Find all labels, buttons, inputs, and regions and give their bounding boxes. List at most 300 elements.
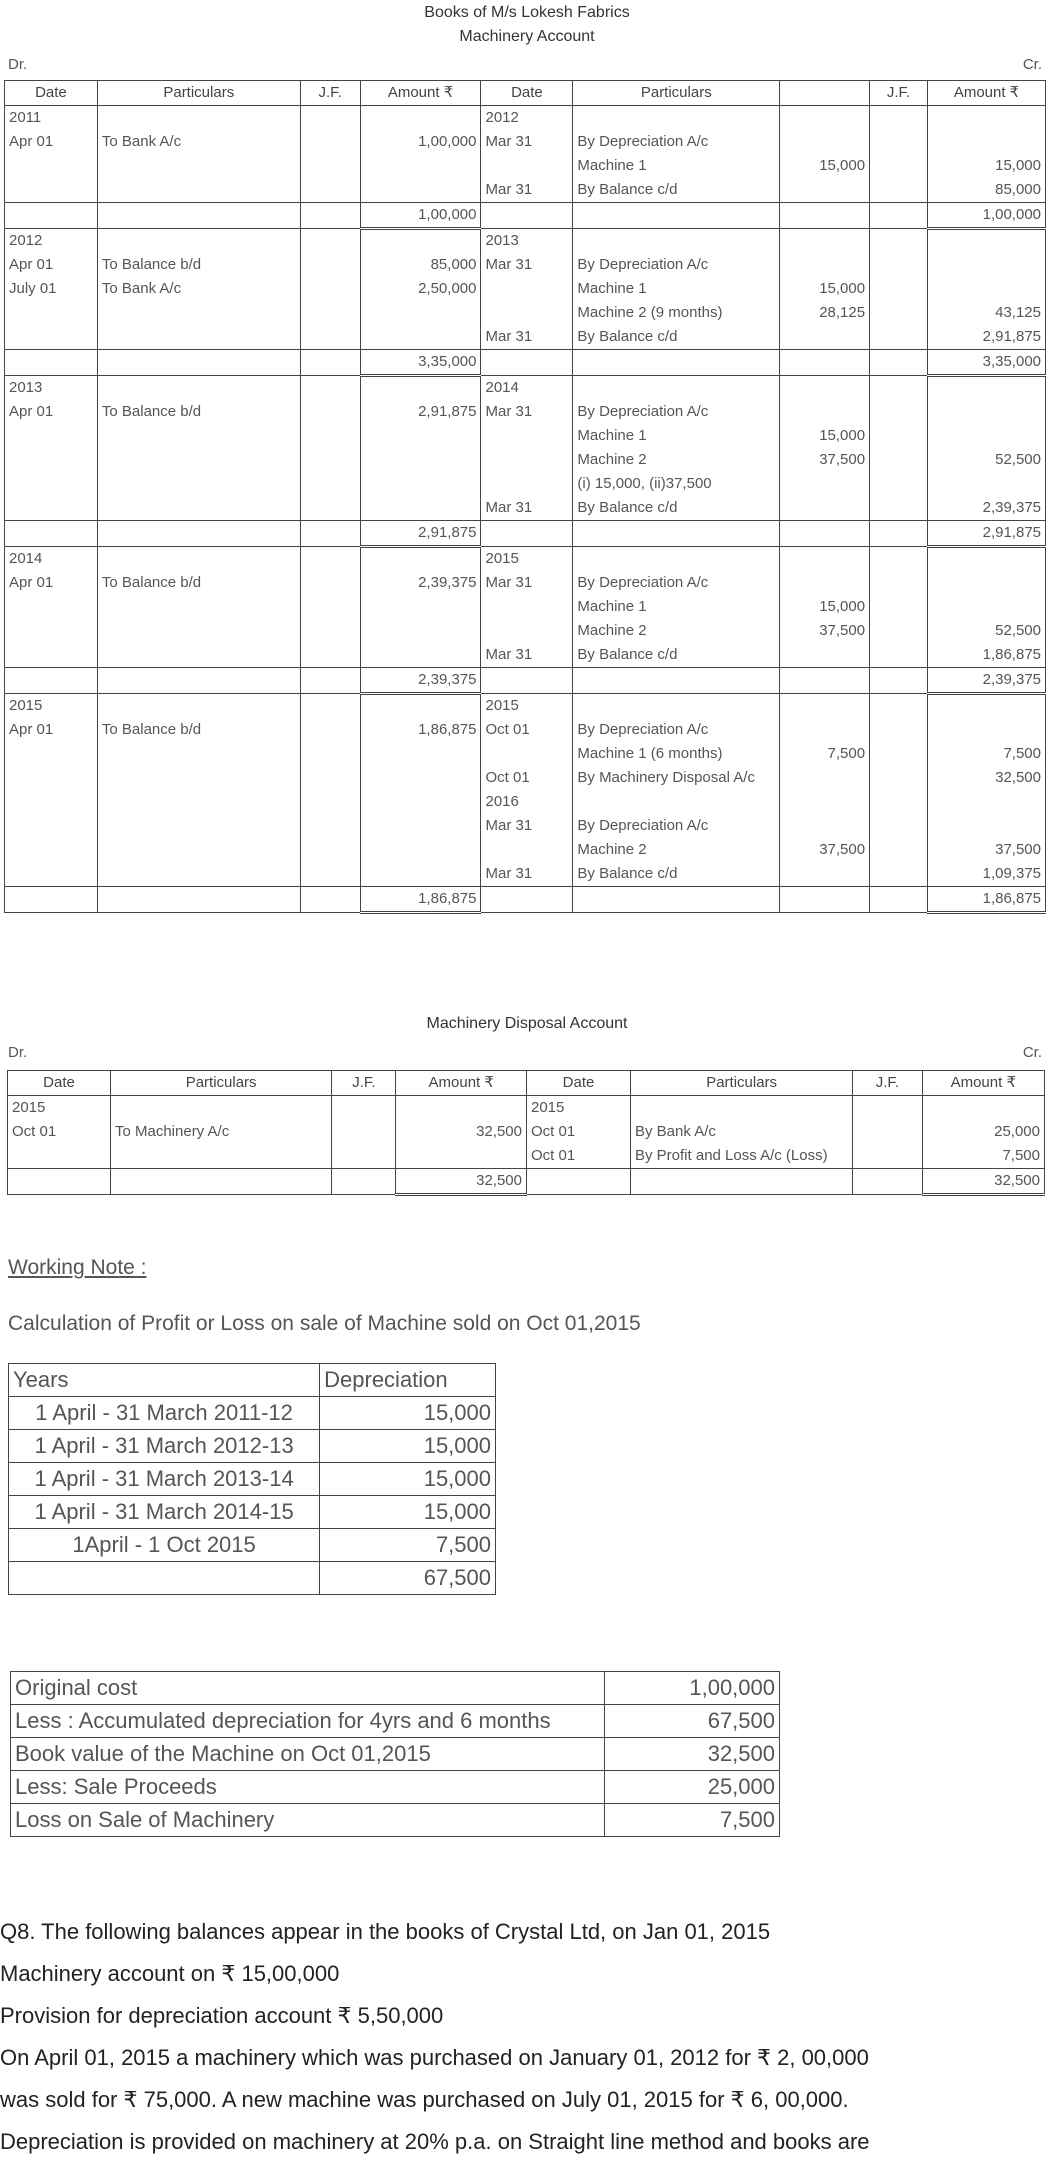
ledger-cell: 32,500 — [928, 766, 1046, 790]
col-amount-dr: Amount ₹ — [396, 1071, 527, 1096]
ledger-cell — [928, 424, 1046, 448]
ledger-row — [5, 229, 1046, 254]
ledger-cell — [481, 277, 573, 301]
col-jf-dr: J.F. — [300, 81, 360, 106]
ledger-cell: 85,000 — [928, 178, 1046, 203]
ledger-cell — [300, 376, 360, 401]
ledger-cell — [573, 106, 780, 131]
ledger-cell — [573, 521, 780, 547]
ledger-cell: 3,35,000 — [360, 350, 481, 376]
firm-title: Books of M/s Lokesh Fabrics — [424, 4, 630, 21]
ledger-cell: 28,125 — [780, 301, 870, 325]
ledger-cell — [573, 376, 780, 401]
ledger-cell: Oct 01 — [527, 1144, 631, 1169]
ledger-cell: 1,09,375 — [928, 862, 1046, 887]
ledger-row — [5, 496, 1046, 521]
ledger-cell — [780, 643, 870, 668]
ledger-cell: 1,00,000 — [360, 130, 481, 154]
col-sub-cr — [780, 81, 870, 106]
ledger-cell — [97, 521, 300, 547]
ledger-cell — [300, 595, 360, 619]
ledger-cell — [97, 203, 300, 229]
ledger-cell: 2,39,375 — [928, 668, 1046, 694]
ledger-cell — [870, 766, 928, 790]
dep-amount-cell: 15,000 — [320, 1463, 496, 1496]
ledger-cell — [870, 887, 928, 913]
col-amount-cr: Amount ₹ — [922, 1071, 1044, 1096]
ledger-cell — [481, 448, 573, 472]
ledger-cell — [870, 742, 928, 766]
ledger-cell: Machine 1 — [573, 424, 780, 448]
ledger-cell — [300, 424, 360, 448]
ledger-cell: 2011 — [5, 106, 98, 131]
ledger-cell: Apr 01 — [5, 253, 98, 277]
ledger-row — [5, 838, 1046, 862]
ledger-cell: Mar 31 — [481, 571, 573, 595]
ledger-cell — [573, 790, 780, 814]
dep-header-cell: Years — [9, 1364, 320, 1397]
ledger-cell — [5, 203, 98, 229]
ledger-row — [5, 400, 1046, 424]
ledger-cell — [360, 178, 481, 203]
ledger-row — [5, 547, 1046, 572]
ledger-cell — [780, 253, 870, 277]
ledger-cell — [97, 424, 300, 448]
ledger-cell — [300, 496, 360, 521]
ledger-cell — [110, 1096, 331, 1121]
ledger-cell — [780, 350, 870, 376]
ledger-cell — [300, 229, 360, 254]
ledger-cell — [573, 694, 780, 719]
ledger-cell — [5, 838, 98, 862]
ledger-cell — [780, 718, 870, 742]
dep-year-cell: 1 April - 31 March 2012-13 — [9, 1430, 320, 1463]
col-amount-dr: Amount ₹ — [360, 81, 481, 106]
ledger-cell — [300, 350, 360, 376]
ledger-cell: By Depreciation A/c — [573, 571, 780, 595]
ledger-cell: Machine 1 (6 months) — [573, 742, 780, 766]
ledger-cell — [360, 424, 481, 448]
depreciation-table — [8, 1363, 496, 1595]
col-date-dr: Date — [5, 81, 98, 106]
ledger-cell — [853, 1120, 922, 1144]
ledger-cell — [360, 376, 481, 401]
ledger-cell — [870, 253, 928, 277]
ledger-cell — [481, 301, 573, 325]
ledger-cell: July 01 — [5, 277, 98, 301]
ledger-cell — [870, 178, 928, 203]
ledger-cell — [853, 1169, 922, 1195]
calc-label-cell: Loss on Sale of Machinery — [11, 1804, 605, 1837]
ledger-cell — [332, 1096, 396, 1121]
ledger-cell — [360, 694, 481, 719]
ledger-cell — [97, 229, 300, 254]
machinery-account-table — [4, 80, 1046, 914]
ledger-cell — [870, 668, 928, 694]
ledger-row — [5, 766, 1046, 790]
ledger-cell — [780, 400, 870, 424]
ledger-cell — [360, 325, 481, 350]
ledger-cell — [300, 742, 360, 766]
col-jf-dr: J.F. — [332, 1071, 396, 1096]
ledger-cell: 2015 — [481, 547, 573, 572]
ledger-cell — [332, 1169, 396, 1195]
ledger-row — [5, 130, 1046, 154]
ledger-cell — [481, 424, 573, 448]
ledger-cell — [928, 400, 1046, 424]
ledger-cell — [780, 229, 870, 254]
cr-label: Cr. — [1022, 56, 1042, 73]
ledger-cell — [870, 472, 928, 496]
ledger-cell — [97, 547, 300, 572]
dep-row — [9, 1430, 496, 1463]
ledger-cell — [300, 277, 360, 301]
ledger-cell — [300, 301, 360, 325]
ledger-cell — [870, 643, 928, 668]
ledger-cell: To Bank A/c — [97, 277, 300, 301]
ledger-cell — [97, 325, 300, 350]
ledger-cell — [360, 154, 481, 178]
ledger-row — [5, 790, 1046, 814]
dep-year-cell: 1April - 1 Oct 2015 — [9, 1529, 320, 1562]
ledger-cell — [928, 376, 1046, 401]
ledger-cell — [870, 694, 928, 719]
ledger-cell — [97, 178, 300, 203]
ledger-cell — [928, 814, 1046, 838]
ledger-cell — [5, 619, 98, 643]
ledger-cell: By Balance c/d — [573, 325, 780, 350]
ledger-cell: Mar 31 — [481, 130, 573, 154]
question-line: Provision for depreciation account ₹ 5,50,000 — [0, 2003, 444, 2028]
calc-row — [11, 1672, 780, 1705]
ledger-cell — [300, 253, 360, 277]
ledger-cell: By Balance c/d — [573, 178, 780, 203]
ledger-cell: 7,500 — [922, 1144, 1044, 1169]
ledger-cell: 15,000 — [780, 595, 870, 619]
ledger-cell — [573, 668, 780, 694]
ledger-cell: 2013 — [5, 376, 98, 401]
ledger-cell — [5, 668, 98, 694]
ledger-cell: 37,500 — [780, 448, 870, 472]
calc-row — [11, 1771, 780, 1804]
ledger-cell — [5, 790, 98, 814]
ledger-cell — [870, 814, 928, 838]
calc-label-cell: Less: Sale Proceeds — [11, 1771, 605, 1804]
ledger-cell: 15,000 — [928, 154, 1046, 178]
col-jf-cr: J.F. — [870, 81, 928, 106]
ledger-cell — [97, 448, 300, 472]
ledger-cell: By Depreciation A/c — [573, 814, 780, 838]
ledger-cell: 37,500 — [780, 838, 870, 862]
ledger-row — [5, 325, 1046, 350]
ledger-row — [5, 718, 1046, 742]
ledger-cell — [5, 814, 98, 838]
ledger-cell — [870, 496, 928, 521]
ledger-cell — [300, 694, 360, 719]
ledger-cell: 2012 — [481, 106, 573, 131]
ledger-cell: 1,86,875 — [360, 718, 481, 742]
ledger-cell — [300, 106, 360, 131]
ledger-cell — [97, 619, 300, 643]
ledger-cell — [928, 547, 1046, 572]
ledger-cell — [360, 448, 481, 472]
ledger-cell: By Depreciation A/c — [573, 253, 780, 277]
dep-row — [9, 1463, 496, 1496]
ledger-cell — [332, 1120, 396, 1144]
ledger-cell — [780, 130, 870, 154]
dep-amount-cell: 15,000 — [320, 1397, 496, 1430]
ledger-cell — [928, 694, 1046, 719]
ledger-cell: 2,50,000 — [360, 277, 481, 301]
ledger-cell — [300, 325, 360, 350]
total-row — [5, 350, 1046, 376]
question-line: was sold for ₹ 75,000. A new machine was purchased on July 01, 2015 for ₹ 6, 00,000. — [0, 2087, 849, 2112]
ledger-cell — [5, 887, 98, 913]
ledger-cell: By Depreciation A/c — [573, 718, 780, 742]
ledger-cell — [5, 643, 98, 668]
calc-amount-cell: 32,500 — [605, 1738, 780, 1771]
ledger-cell — [780, 325, 870, 350]
ledger-cell — [573, 229, 780, 254]
dep-amount-cell: 15,000 — [320, 1430, 496, 1463]
ledger-cell — [360, 814, 481, 838]
ledger-cell — [360, 547, 481, 572]
disposal-title: Machinery Disposal Account — [426, 1015, 628, 1032]
ledger-cell: Machine 2 — [573, 838, 780, 862]
ledger-row — [8, 1120, 1045, 1144]
question-text — [0, 1911, 1054, 2163]
ledger-cell — [97, 814, 300, 838]
ledger-row — [5, 694, 1046, 719]
ledger-cell: Mar 31 — [481, 178, 573, 203]
ledger-cell — [780, 790, 870, 814]
ledger-cell: 2,91,875 — [360, 521, 481, 547]
ledger-row — [5, 253, 1046, 277]
ledger-cell — [870, 862, 928, 887]
ledger-cell: Mar 31 — [481, 643, 573, 668]
cr-label-2: Cr. — [1022, 1044, 1042, 1061]
ledger-cell — [481, 203, 573, 229]
ledger-cell — [97, 694, 300, 719]
ledger-cell: 32,500 — [396, 1169, 527, 1195]
ledger-cell: To Balance b/d — [97, 253, 300, 277]
disposal-account-table — [7, 1070, 1045, 1196]
ledger-row — [8, 1144, 1045, 1169]
col-particulars-dr: Particulars — [97, 81, 300, 106]
calc-title: Calculation of Profit or Loss on sale of Machine sold on Oct 01,2015 — [8, 1312, 641, 1335]
total-row — [5, 203, 1046, 229]
ledger-cell — [928, 106, 1046, 131]
ledger-cell — [360, 496, 481, 521]
ledger-cell — [870, 790, 928, 814]
ledger-cell: 2015 — [481, 694, 573, 719]
ledger-cell — [870, 325, 928, 350]
ledger-cell — [360, 106, 481, 131]
ledger-cell — [928, 472, 1046, 496]
col-particulars-cr: Particulars — [631, 1071, 853, 1096]
ledger-cell: 2,39,375 — [928, 496, 1046, 521]
ledger-cell — [5, 496, 98, 521]
ledger-cell: 37,500 — [928, 838, 1046, 862]
ledger-cell — [780, 814, 870, 838]
ledger-cell — [360, 790, 481, 814]
ledger-cell: Oct 01 — [481, 766, 573, 790]
ledger-cell — [870, 376, 928, 401]
ledger-cell — [300, 668, 360, 694]
ledger-cell — [481, 668, 573, 694]
ledger-cell — [360, 301, 481, 325]
ledger-cell: 2013 — [481, 229, 573, 254]
ledger-cell: Mar 31 — [481, 496, 573, 521]
ledger-cell — [360, 742, 481, 766]
ledger-cell — [780, 376, 870, 401]
loss-calculation-table — [10, 1671, 780, 1837]
ledger-row — [5, 643, 1046, 668]
dep-amount-cell: 7,500 — [320, 1529, 496, 1562]
ledger-cell — [870, 400, 928, 424]
ledger-cell — [5, 448, 98, 472]
ledger-cell: By Depreciation A/c — [573, 400, 780, 424]
question-line: Q8. The following balances appear in the books of Crystal Ltd, on Jan 01, 2015 — [0, 1919, 771, 1944]
col-amount-cr: Amount ₹ — [928, 81, 1046, 106]
header-row — [5, 81, 1046, 106]
ledger-cell — [481, 472, 573, 496]
ledger-cell: 2,39,375 — [360, 571, 481, 595]
ledger-cell: 37,500 — [780, 619, 870, 643]
ledger-cell: Machine 1 — [573, 277, 780, 301]
ledger-cell — [780, 521, 870, 547]
ledger-cell — [780, 571, 870, 595]
calc-amount-cell: 67,500 — [605, 1705, 780, 1738]
ledger-cell — [97, 496, 300, 521]
ledger-cell: 15,000 — [780, 154, 870, 178]
ledger-cell — [5, 154, 98, 178]
ledger-cell: 7,500 — [928, 742, 1046, 766]
col-particulars-dr: Particulars — [110, 1071, 331, 1096]
ledger-cell — [360, 838, 481, 862]
ledger-cell — [573, 350, 780, 376]
ledger-row — [5, 277, 1046, 301]
total-row — [5, 887, 1046, 913]
ledger-cell — [481, 154, 573, 178]
ledger-cell — [870, 106, 928, 131]
ledger-cell — [300, 619, 360, 643]
ledger-cell: 85,000 — [360, 253, 481, 277]
ledger-cell — [300, 643, 360, 668]
ledger-row — [5, 619, 1046, 643]
ledger-cell — [573, 547, 780, 572]
ledger-row — [5, 178, 1046, 203]
ledger-cell: To Balance b/d — [97, 718, 300, 742]
ledger-cell — [573, 887, 780, 913]
ledger-cell: By Balance c/d — [573, 862, 780, 887]
ledger-cell: Apr 01 — [5, 130, 98, 154]
ledger-cell — [481, 887, 573, 913]
ledger-row — [5, 154, 1046, 178]
ledger-cell: 25,000 — [922, 1120, 1044, 1144]
ledger-cell — [110, 1144, 331, 1169]
ledger-cell: Mar 31 — [481, 325, 573, 350]
ledger-cell — [870, 521, 928, 547]
ledger-cell — [780, 862, 870, 887]
ledger-cell: 32,500 — [922, 1169, 1044, 1195]
ledger-cell — [97, 595, 300, 619]
ledger-cell: 1,86,875 — [360, 887, 481, 913]
header-row — [8, 1071, 1045, 1096]
ledger-cell: Apr 01 — [5, 718, 98, 742]
ledger-cell — [97, 154, 300, 178]
ledger-row — [5, 814, 1046, 838]
ledger-row — [5, 301, 1046, 325]
col-particulars-cr: Particulars — [573, 81, 780, 106]
ledger-cell — [97, 790, 300, 814]
ledger-cell — [5, 595, 98, 619]
ledger-cell — [300, 472, 360, 496]
ledger-cell — [870, 130, 928, 154]
ledger-cell: Oct 01 — [481, 718, 573, 742]
ledger-cell — [8, 1169, 111, 1195]
ledger-cell: 2014 — [5, 547, 98, 572]
ledger-cell — [97, 472, 300, 496]
dep-row — [9, 1496, 496, 1529]
ledger-cell — [870, 350, 928, 376]
total-row — [8, 1169, 1045, 1195]
ledger-cell — [928, 277, 1046, 301]
col-date-cr: Date — [527, 1071, 631, 1096]
ledger-cell — [5, 350, 98, 376]
ledger-cell — [360, 862, 481, 887]
ledger-cell — [870, 838, 928, 862]
ledger-cell: 3,35,000 — [928, 350, 1046, 376]
account-title: Machinery Account — [459, 28, 595, 45]
ledger-cell — [300, 130, 360, 154]
ledger-cell — [97, 887, 300, 913]
question-line: Machinery account on ₹ 15,00,000 — [0, 1961, 340, 1986]
ledger-cell: By Profit and Loss A/c (Loss) — [631, 1144, 853, 1169]
ledger-cell — [97, 838, 300, 862]
ledger-cell — [870, 718, 928, 742]
ledger-cell: By Bank A/c — [631, 1120, 853, 1144]
ledger-cell: 2016 — [481, 790, 573, 814]
ledger-cell — [97, 106, 300, 131]
dep-row — [9, 1562, 496, 1595]
ledger-cell: 52,500 — [928, 448, 1046, 472]
ledger-cell: 43,125 — [928, 301, 1046, 325]
ledger-cell — [300, 178, 360, 203]
ledger-cell — [110, 1169, 331, 1195]
ledger-cell — [631, 1169, 853, 1195]
ledger-cell — [5, 301, 98, 325]
ledger-cell: To Machinery A/c — [110, 1120, 331, 1144]
ledger-cell — [853, 1096, 922, 1121]
ledger-cell — [922, 1096, 1044, 1121]
ledger-cell — [5, 178, 98, 203]
working-note-heading: Working Note : — [8, 1256, 147, 1279]
ledger-row — [5, 571, 1046, 595]
ledger-cell: Mar 31 — [481, 400, 573, 424]
ledger-cell — [481, 742, 573, 766]
ledger-cell: (i) 15,000, (ii)37,500 — [573, 472, 780, 496]
ledger-cell — [360, 619, 481, 643]
dr-label-2: Dr. — [8, 1044, 28, 1061]
ledger-cell: 2015 — [5, 694, 98, 719]
ledger-cell: Mar 31 — [481, 862, 573, 887]
ledger-row — [5, 424, 1046, 448]
ledger-cell: To Balance b/d — [97, 571, 300, 595]
ledger-cell: 2,91,875 — [928, 521, 1046, 547]
ledger-cell — [780, 472, 870, 496]
ledger-cell: Oct 01 — [8, 1120, 111, 1144]
